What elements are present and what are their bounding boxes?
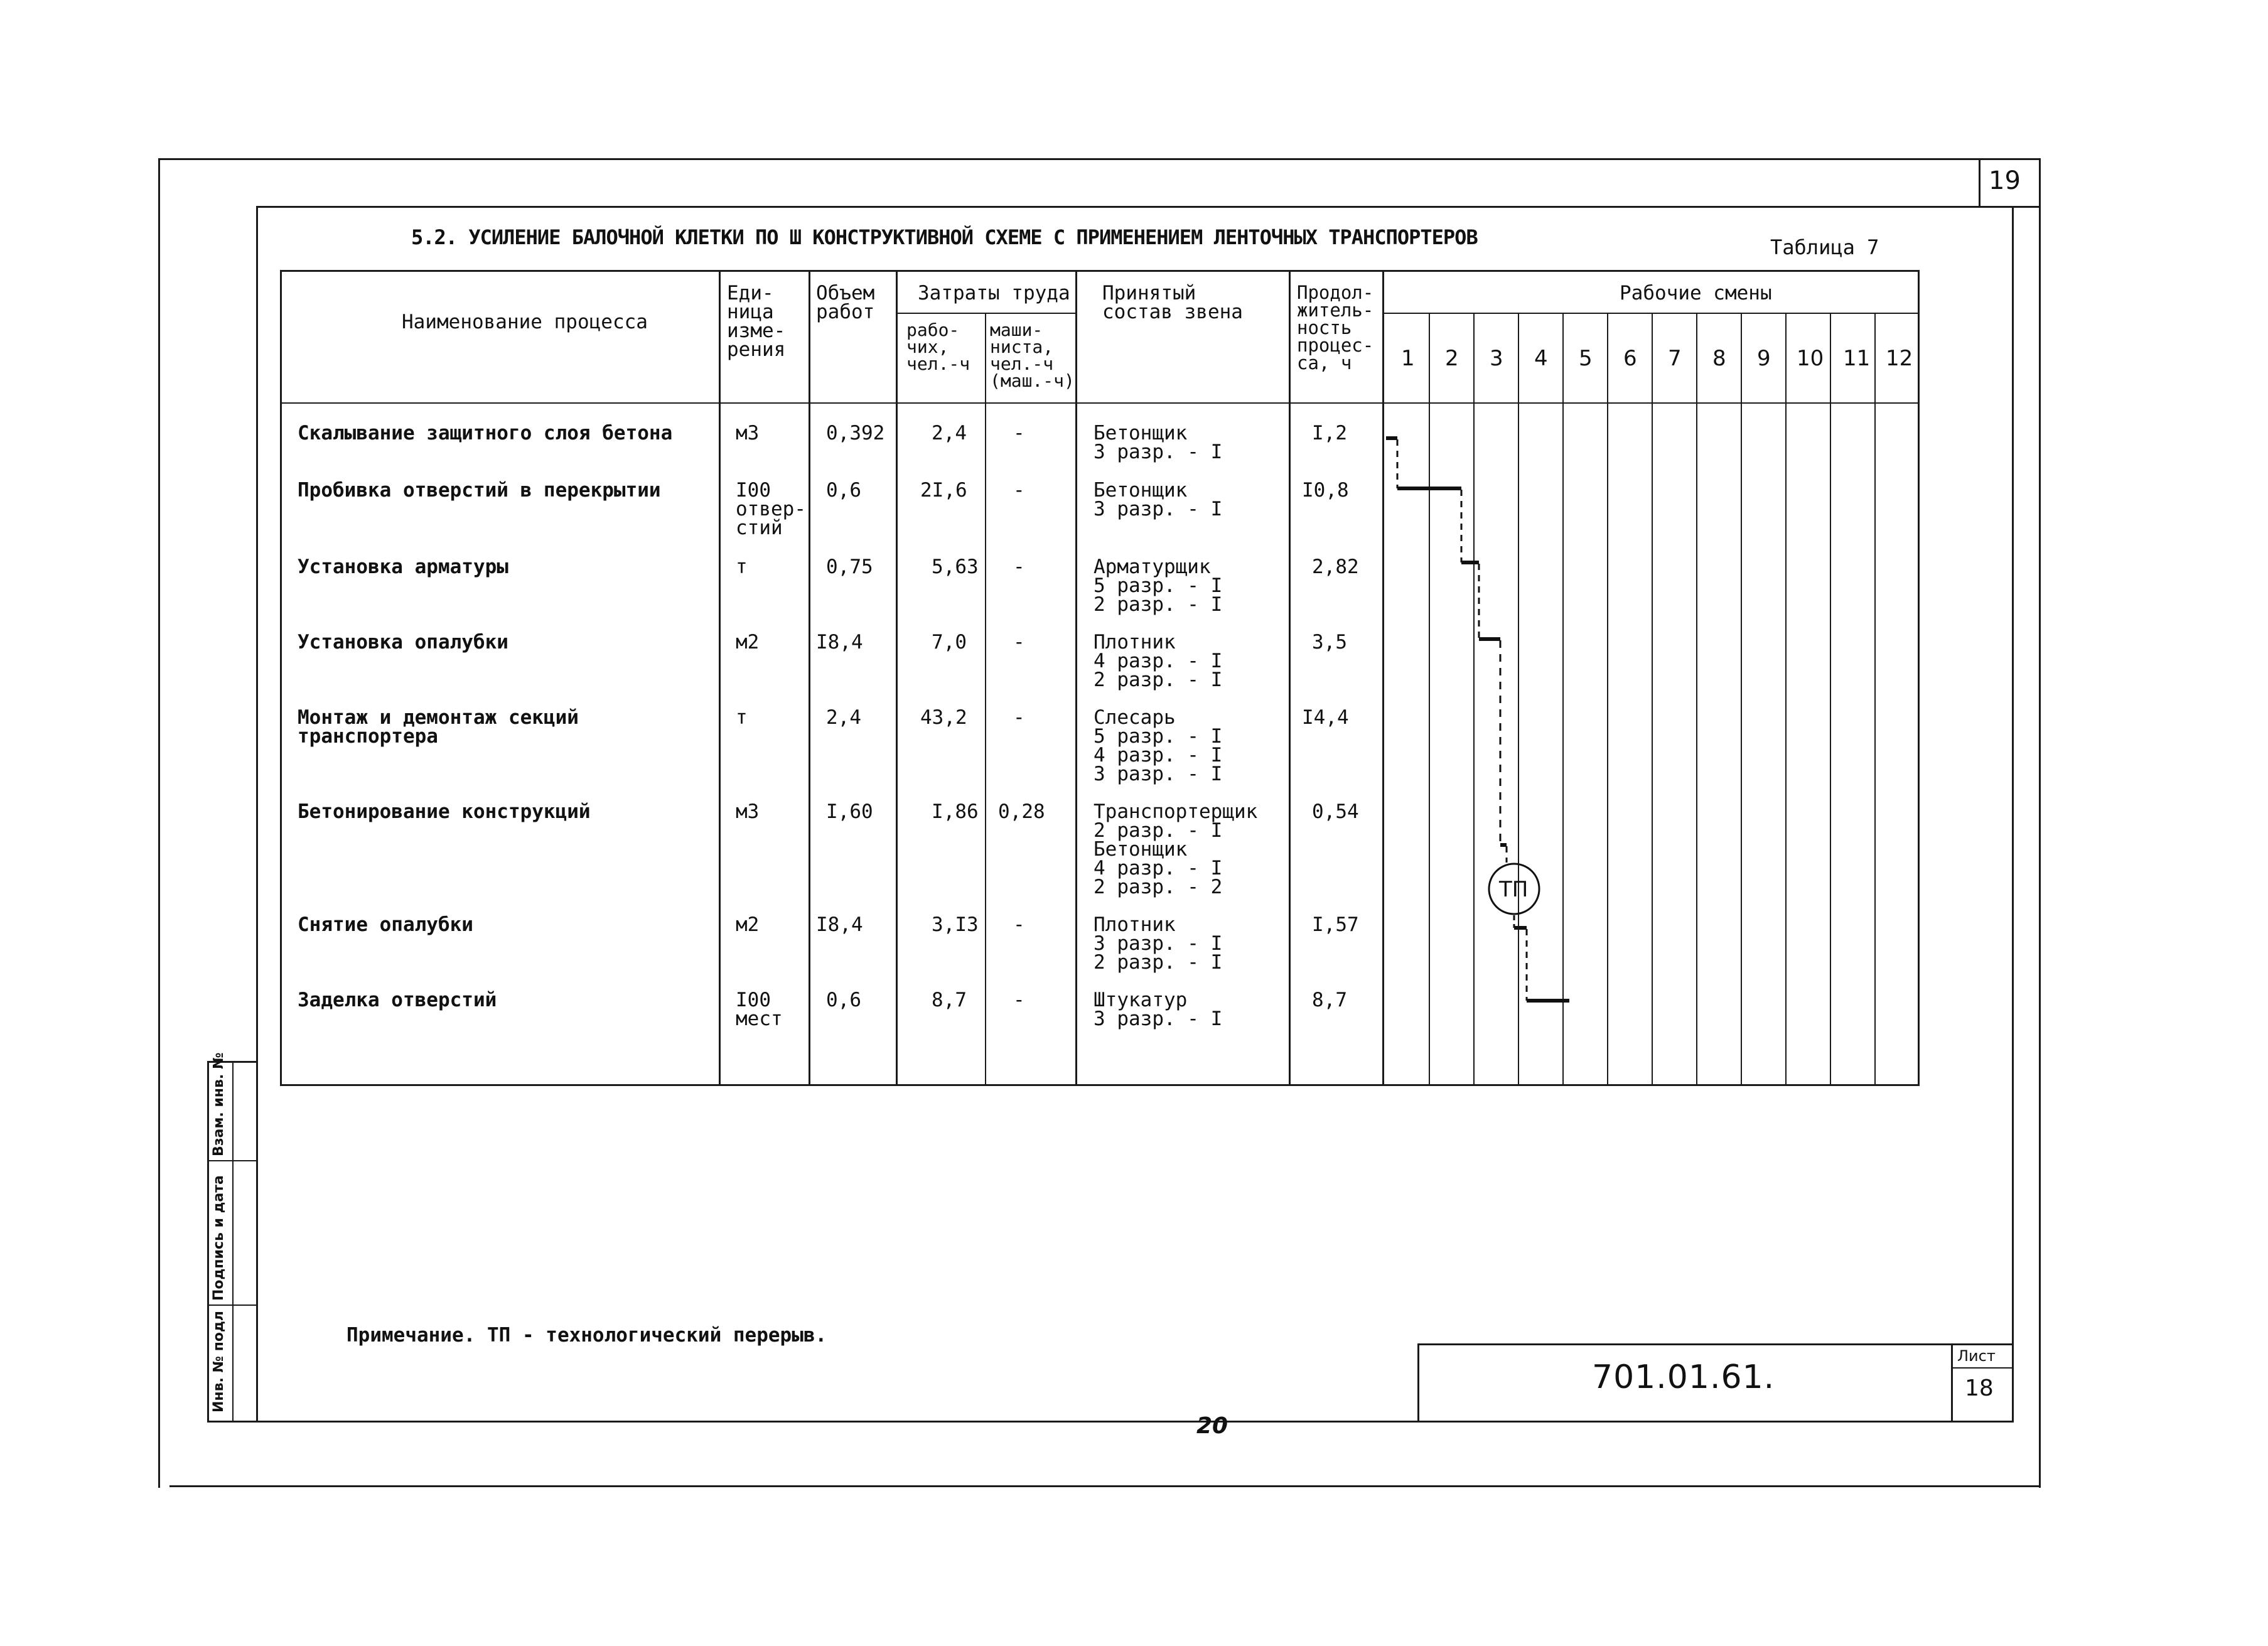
row-8-crew: Штукатур 3 разр. - I [1094,989,1223,1030]
row-1-crew: Бетонщик 3 разр. - I [1094,422,1223,463]
row-6-name: Бетонирование конструкций [298,800,591,823]
row-1-machinists: - [1013,422,1025,444]
row-2-crew: Бетонщик 3 разр. - I [1094,479,1223,520]
shift-number-10: 10 [1797,346,1824,371]
row-8-machinists: - [1013,989,1025,1011]
row-6-unit: м3 [736,800,760,823]
row-4-volume: I8,4 [816,631,863,654]
titleblock-left [1417,1343,1419,1423]
row-2-unit: I00 отвер- стий [736,479,806,539]
row-7-crew: Плотник 3 разр. - I 2 разр. - I [1094,913,1223,974]
shift-number-12: 12 [1886,346,1913,371]
shift-number-9: 9 [1757,346,1771,371]
row-1-unit: м3 [736,422,760,444]
row-8-volume: 0,6 [826,989,861,1011]
shift-number-3: 3 [1490,346,1503,371]
row-1-volume: 0,392 [826,422,885,444]
row-4-machinists: - [1013,631,1025,654]
row-2-machinists: - [1013,479,1025,502]
shift-number-1: 1 [1401,346,1415,371]
side-label-replacement: Взам. инв. № [211,1052,227,1156]
row-7-volume: I8,4 [816,913,863,936]
row-4-name: Установка опалубки [298,631,508,654]
row-3-machinists: - [1013,556,1025,578]
titleblock-top [1417,1343,2014,1345]
row-5-workers: 43,2 [920,706,967,729]
header-shifts: Рабочие смены [1620,282,1772,304]
shift-number-6: 6 [1623,346,1637,371]
header-volume: Объем работ [816,282,875,323]
row-6-crew: Транспортерщик 2 разр. - I Бетонщик 4 разр. - I 2 разр. - 2 [1094,800,1258,898]
table-label: Таблица 7 [1770,235,1879,259]
row-3-duration: 2,82 [1312,556,1359,578]
side-label-inventory: Инв. № подл [211,1311,227,1412]
row-2-workers: 2I,6 [920,479,967,502]
row-1-duration: I,2 [1312,422,1347,444]
row-7-workers: 3,I3 [932,913,979,936]
shift-number-11: 11 [1843,346,1871,371]
row-6-volume: I,60 [826,800,873,823]
shift-number-7: 7 [1668,346,1682,371]
header-name: Наименование процесса [402,311,648,333]
row-5-volume: 2,4 [826,706,861,729]
header-labor-machinists: маши- ниста, чел.-ч (маш.-ч) [990,320,1075,391]
row-6-duration: 0,54 [1312,800,1359,823]
row-3-crew: Арматурщик 5 разр. - I 2 разр. - I [1094,556,1223,616]
shift-number-4: 4 [1534,346,1548,371]
row-3-volume: 0,75 [826,556,873,578]
side-label-signature: Подпись и дата [211,1175,227,1301]
row-4-crew: Плотник 4 разр. - I 2 разр. - I [1094,631,1223,691]
row-8-workers: 8,7 [932,989,967,1011]
row-8-duration: 8,7 [1312,989,1347,1011]
row-2-name: Пробивка отверстий в перекрытии [298,479,661,502]
row-4-workers: 7,0 [932,631,967,654]
shift-number-2: 2 [1445,346,1459,371]
row-7-machinists: - [1013,913,1025,936]
row-7-name: Снятие опалубки [298,913,473,936]
section-title: 5.2. УСИЛЕНИЕ БАЛОЧНОЙ КЛЕТКИ ПО Ш КОНСТРУКТИВНОЙ СХЕМЕ С ПРИМЕНЕНИЕМ ЛЕНТОЧНЫХ ТРАНСПОРТЕРОВ [411,225,1478,249]
sheet-number: 18 [1965,1375,1994,1401]
row-8-name: Заделка отверстий [298,989,497,1011]
titleblock-sheet-divider [1951,1367,2014,1369]
row-5-crew: Слесарь 5 разр. - I 4 разр. - I 3 разр. - I [1094,706,1223,785]
note-text: Примечание. ТП - технологический перерыв. [347,1324,827,1347]
row-2-duration: I0,8 [1302,479,1349,502]
shift-number-8: 8 [1712,346,1726,371]
row-4-unit: м2 [736,631,760,654]
row-6-machinists: 0,28 [998,800,1045,823]
row-8-unit: I00 мест [736,989,783,1030]
row-3-name: Установка арматуры [298,556,508,578]
row-5-duration: I4,4 [1302,706,1349,729]
page-number-bottom: 20 [1196,1413,1228,1439]
row-4-duration: 3,5 [1312,631,1347,654]
row-6-workers: I,86 [932,800,979,823]
header-unit: Еди- ница изме- рения [727,282,786,361]
row-5-machinists: - [1013,706,1025,729]
row-1-workers: 2,4 [932,422,967,444]
header-duration: Продол- житель- ность процес- са, ч [1297,282,1374,374]
row-7-unit: м2 [736,913,760,936]
header-labor: Затраты труда [918,282,1070,304]
row-5-name: Монтаж и демонтаж секций транспортера [298,706,579,748]
sheet-label: Лист [1957,1347,1996,1365]
tp-label: ТП [1499,877,1529,902]
row-1-name: Скалывание защитного слоя бетона [298,422,673,444]
titleblock-sheet-left [1951,1343,1953,1423]
header-labor-workers: рабо- чих, чел.-ч [906,320,970,374]
shift-number-5: 5 [1579,346,1593,371]
row-5-unit: т [736,706,748,729]
row-7-duration: I,57 [1312,913,1359,936]
row-3-workers: 5,63 [932,556,979,578]
header-crew: Принятый состав звена [1102,282,1243,323]
row-2-volume: 0,6 [826,479,861,502]
row-3-unit: т [736,556,748,578]
page-number-top: 19 [1989,166,2021,195]
doc-code: 701.01.61. [1592,1358,1775,1396]
